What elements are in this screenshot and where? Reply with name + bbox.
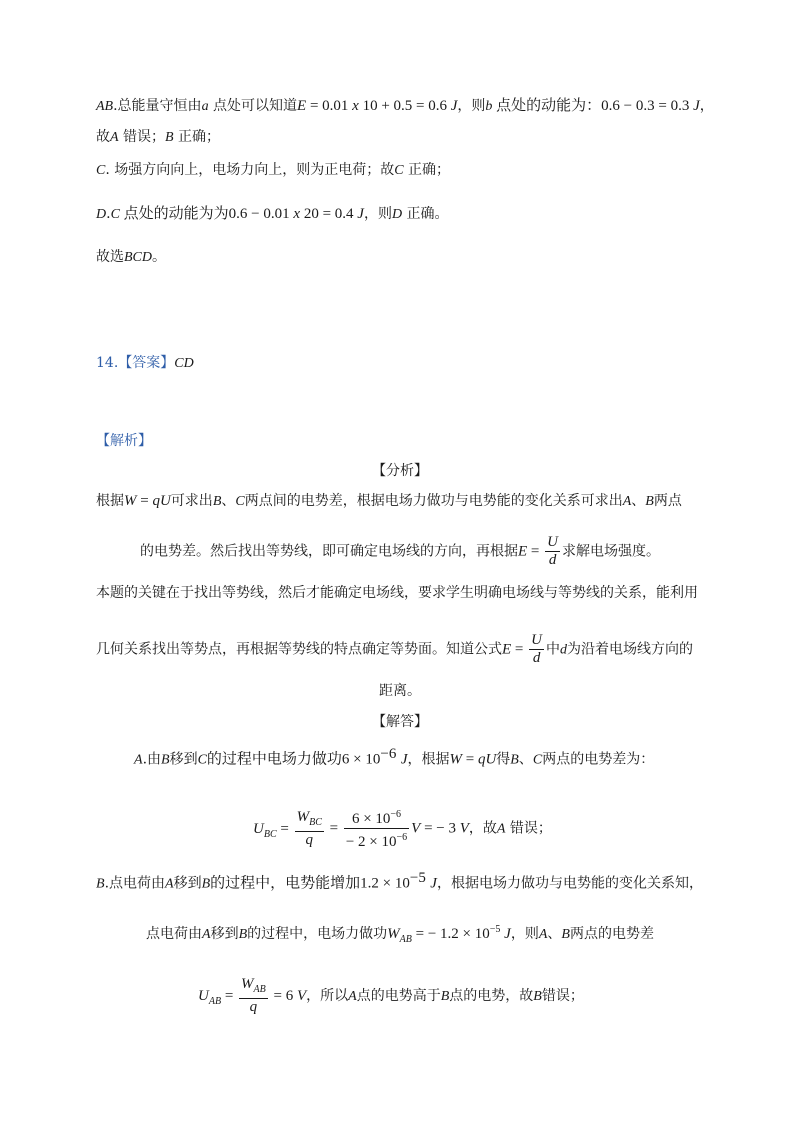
solution-heading: 【解答】 <box>372 714 428 730</box>
analysis-line-4: 几何关系找出等势点，再根据等势线的特点确定等势面。知道公式E = $\frac{U}{d}$ 中d为沿着电场线方向的 <box>96 632 693 666</box>
analysis-line-1: 根据W = qU可求出B、C两点间的电势差，根据电场力做功与电势能的变化关系可求出A、B两点 <box>96 493 682 509</box>
solution-a-line: A.由B移到C的过程中电场力做功$6 \times 10^{-6}$ J，根据W = qU得B、C两点的电势差为： <box>134 746 655 768</box>
equation-u-bc: $U_{BC}$ = $\frac{W_{BC}}{q}$ = $\frac{6 \times 10^{-6}}{- 2 \times 10^{-6}}$ V = − 3 V，故A 错误； <box>253 806 552 853</box>
analysis-heading: 【分析】 <box>372 463 428 479</box>
equation-u-ab: $U_{AB}$ = $\frac{W_{AB}}{q}$ = 6 V，所以A点的电势高于B点的电势，故B错误； <box>198 976 584 1015</box>
analysis-line-3: 本题的关键在于找出等势线，然后才能确定电场线，要求学生明确电场线与等势线的关系，能利用 <box>96 585 698 601</box>
analysis-label: 【解析】 <box>96 433 152 449</box>
fraction-u-over-d-2: $\frac{U}{d}$ <box>531 632 542 666</box>
fraction-w-ab-over-q: $\frac{W_{AB}}{q}$ <box>241 976 266 1015</box>
analysis-line-2: 的电势差。然后找出等势线，即可确定电场线的方向，再根据E = $\frac{U}{d}$ 求解电场强度。 <box>140 534 660 568</box>
fraction-value: $\frac{6 \times 10^{-6}}{- 2 \times 10^{-6}}$ <box>344 806 409 851</box>
var-ab: AB <box>96 99 114 114</box>
text-line-choice: 故选BCD。 <box>96 249 166 265</box>
question-14-answer: 14.【答案】CD <box>96 355 194 371</box>
solution-b-line-2: 点电荷由A移到B的过程中，电场力做功$W_{AB}$ = − $1.2 \times 10^{-5}$ J，则A、B两点的电势差 <box>146 924 654 945</box>
text-line-ab-cont: 故A 错误；B 正确； <box>96 129 221 145</box>
solution-b-line: B.点电荷由A移到B的过程中，电势能增加$1.2 \times 10^{-5}$ J，根据电场力做功与电势能的变化关系知， <box>96 870 703 892</box>
analysis-line-5: 距离。 <box>379 683 421 699</box>
fraction-u-over-d: $\frac{U}{d}$ <box>547 534 558 568</box>
text-line-d: D.C 点处的动能为为0.6 − 0.01 x 20 = 0.4 J，则D 正确。 <box>96 206 449 222</box>
fraction-w-bc-over-q: $\frac{W_{BC}}{q}$ <box>296 808 322 848</box>
text-line-ab: AB.总能量守恒由a 点处可以知道E = 0.01 x 10 + 0.5 = 0.6 J，则b 点处的动能为：0.6 − 0.3 = 0.3 J， <box>96 98 714 114</box>
text-line-c: C. 场强方向向上，电场力向上，则为正电荷；故C 正确； <box>96 162 451 178</box>
